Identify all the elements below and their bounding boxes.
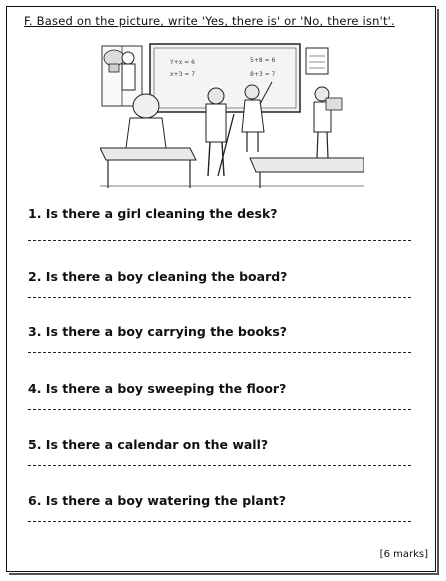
question-2: 2. Is there a boy cleaning the board? bbox=[28, 269, 288, 284]
answer-line-6[interactable] bbox=[28, 521, 411, 522]
board-scribble: 5+8 = 6 bbox=[250, 57, 276, 64]
answer-line-1[interactable] bbox=[28, 240, 411, 241]
answer-line-5[interactable] bbox=[28, 465, 411, 466]
question-4: 4. Is there a boy sweeping the floor? bbox=[28, 381, 287, 396]
question-6: 6. Is there a boy watering the plant? bbox=[28, 493, 286, 508]
answer-line-2[interactable] bbox=[28, 297, 411, 298]
instruction-text: F. Based on the picture, write 'Yes, there is' or 'No, there isn't'. bbox=[24, 14, 395, 28]
desk bbox=[100, 148, 196, 160]
question-1: 1. Is there a girl cleaning the desk? bbox=[28, 206, 278, 221]
marks-label: [6 marks] bbox=[379, 549, 428, 560]
board-scribble: Y+x = 6 bbox=[170, 59, 195, 66]
answer-line-4[interactable] bbox=[28, 409, 411, 410]
desk bbox=[250, 158, 364, 172]
blackboard bbox=[150, 44, 300, 112]
question-5: 5. Is there a calendar on the wall? bbox=[28, 437, 269, 452]
classroom-illustration bbox=[100, 36, 364, 188]
answer-line-3[interactable] bbox=[28, 352, 411, 353]
question-3: 3. Is there a boy carrying the books? bbox=[28, 324, 288, 339]
board-scribble: x+3 = 7 bbox=[170, 71, 196, 78]
board-scribble: 8+3 = 7 bbox=[250, 71, 276, 78]
